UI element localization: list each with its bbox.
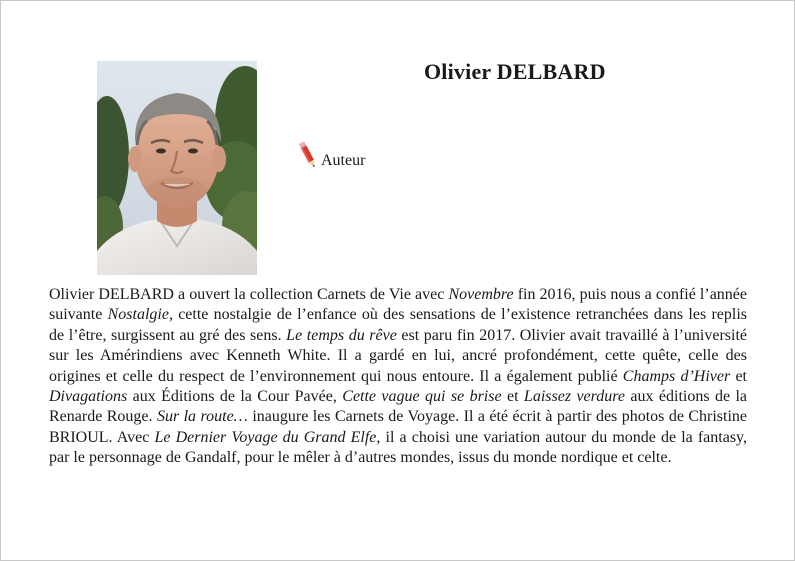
bio-text: et: [501, 388, 524, 406]
author-biography: [49, 285, 747, 469]
bio-text: , cette nostalgie de l’enfance où des sensations de l’existence retranchées dans les replis de l’être, surgissent au gré des sens.: [49, 306, 747, 344]
bio-title: Laissez verdure: [523, 388, 626, 406]
bio-title: Le temps du rêve: [286, 326, 397, 344]
bio-title: Champs d’Hiver: [622, 367, 731, 385]
bio-text: Olivier DELBARD a ouvert la collection Carnets de Vie avec: [49, 286, 449, 303]
bio-title: Le Dernier Voyage du Grand Elfe: [154, 428, 377, 446]
bio-text: inaugure les Carnets de Voyage. Il a été écrit à partir des photos de Christine BRIOUL. Avec: [49, 408, 748, 446]
bio-title: Nostalgie: [107, 306, 169, 324]
bio-text: fin 2016, puis nous a confié l’année suivante: [49, 286, 748, 324]
bio-title: Divagations: [49, 388, 128, 406]
author-role-label: Auteur: [321, 152, 366, 169]
bio-text: aux éditions de la Renarde Rouge.: [49, 388, 747, 426]
bio-title: Cette vague qui se brise: [342, 388, 502, 406]
author-name: Olivier DELBARD: [424, 59, 606, 84]
author-role: [297, 139, 365, 171]
bio-text: est paru fin 2017. Olivier avait travaillé à l’université sur les Amérindiens avec Kenneth White. Il a gardé en lui, ancré profondément, cette quête, celle des origines et celle du respect de l’environnement qui nous entoure. Il a également publié: [49, 326, 747, 385]
bio-text: , il a choisi une variation autour du monde de la fantasy, par le personnage de Gandalf, pour le mêler à d’autres mondes, issus du monde nordique et celte.: [49, 428, 748, 467]
bio-text: aux Éditions de la Cour Pavée,: [127, 388, 343, 406]
bio-title: Novembre: [448, 286, 514, 303]
author-photo: [97, 61, 257, 275]
bio-title: Sur la route…: [156, 408, 248, 426]
bio-text: et: [730, 367, 748, 385]
pencil-icon: [297, 139, 319, 171]
